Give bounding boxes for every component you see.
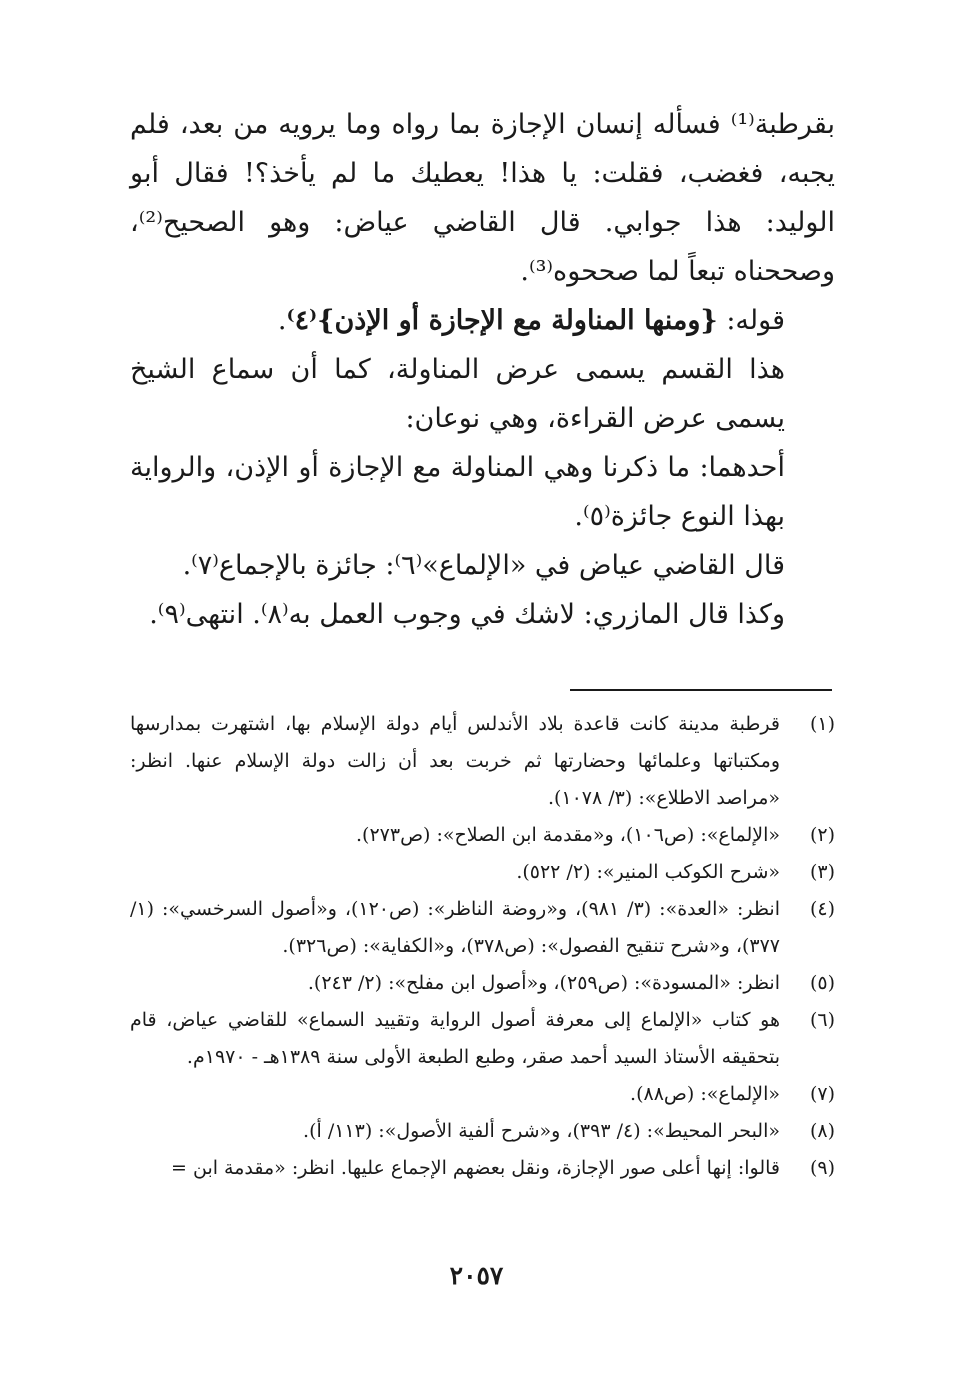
paragraph-5: وكذا قال المازري: لاشك في وجوب العمل به⁽٨⁾. انتهى⁽٩⁾. <box>149 599 785 630</box>
footnote-text: «البحر المحيط»: (٤/ ٣٩٣)، و«شرح ألفية الأصول»: (١١٣/ أ). <box>303 1120 780 1142</box>
page-number: ٢٠٥٧ <box>449 1261 504 1290</box>
footnote-text: انظر: «العدة»: (٣/ ٩٨١)، و«روضة الناظر»: (ص١٢٠)، و«أصول السرخسي»: (١/ ٣٧٧)، و«شرح تنقيح الفصول»: (ص٣٧٨)، و«الكفاية»: (ص٣٢٦). <box>130 898 780 957</box>
footnote <box>130 706 835 817</box>
footnote-text: هو كتاب «الإلماع إلى معرفة أصول الرواية وتقييد السماع» للقاضي عياض، قام بتحقيقه الأستاذ السيد أحمد صقر، وطبع الطبعة الأولى سنة ١٣٨٩هـ - ١٩٧٠م. <box>130 1009 780 1068</box>
footnote-number: (٤) <box>809 898 835 920</box>
quote-suffix: . <box>277 305 287 336</box>
footnote-text: قالوا: إنها أعلى صور الإجازة، ونقل بعضهم الإجماع عليها. انظر: «مقدمة ابن = <box>171 1157 780 1179</box>
footnote-number: (٢) <box>809 824 835 846</box>
footnote <box>130 1076 835 1113</box>
footnote-divider <box>570 689 832 691</box>
main-text <box>130 100 835 639</box>
footnote-number: (٥) <box>809 972 835 994</box>
footnote-text: «شرح الكوكب المنير»: (٢/ ٥٢٢). <box>516 861 780 883</box>
footnote-text: «الإلماع»: (ص١٠٦)، و«مقدمة ابن الصلاح»: (ص٢٧٣). <box>355 824 780 846</box>
footnote-number: (٣) <box>809 861 835 883</box>
footnote <box>130 965 835 1002</box>
paragraph-1: بقرطبة⁽¹⁾ فسأله إنسان الإجازة بما رواه وما يرويه من بعد، فلم يجبه، فغضب، فقلت: يا هذا! يعطيك ما لم يأخذ؟! فقال أبو الوليد: هذا جوابي. قال القاضي عياض: وهو الصحيح⁽²⁾، وصححناه تبعاً لما صححوه⁽³⁾. <box>130 109 835 287</box>
quote-line <box>130 296 835 345</box>
footnote <box>130 891 835 965</box>
paragraph-3: أحدهما: ما ذكرنا وهي المناولة مع الإجازة أو الإذن، والرواية بهذا النوع جائزة⁽٥⁾. <box>130 452 785 532</box>
footnote <box>130 1150 835 1187</box>
footnote-number: (٦) <box>809 1009 835 1031</box>
paragraph-4: قال القاضي عياض في «الإلماع»⁽٦⁾: جائزة بالإجماع⁽٧⁾. <box>182 550 785 581</box>
quoted-text: {ومنها المناولة مع الإجازة أو الإذن}⁽٤⁾ <box>286 305 718 336</box>
footnote-number: (٩) <box>809 1157 835 1179</box>
paragraph-2: هذا القسم يسمى عرض المناولة، كما أن سماع الشيخ يسمى عرض القراءة، وهي نوعان: <box>130 354 785 434</box>
footnote-text: قرطبة مدينة كانت قاعدة بلاد الأندلس أيام دولة الإسلام بها، اشتهرت بمدارسها ومكتباتها وعلمائها وحضارتها ثم خربت بعد أن زالت دولة الإسلام عنها. انظر: «مراصد الاطلاع»: (٣/ ١٠٧٨). <box>130 713 780 809</box>
footnote <box>130 817 835 854</box>
footnote <box>130 1002 835 1076</box>
footnote-text: انظر: «المسودة»: (ص٢٥٩)، و«أصول ابن مفلح»: (٢/ ٢٤٣). <box>307 972 780 994</box>
footnote <box>130 854 835 891</box>
quote-prefix: قوله: <box>717 305 785 336</box>
footnote-number: (٨) <box>809 1120 835 1142</box>
footnotes <box>130 706 835 1187</box>
footnote-number: (١) <box>809 713 835 735</box>
footnote-text: «الإلماع»: (ص٨٨). <box>630 1083 780 1105</box>
footnote-number: (٧) <box>809 1083 835 1105</box>
footnote <box>130 1113 835 1150</box>
